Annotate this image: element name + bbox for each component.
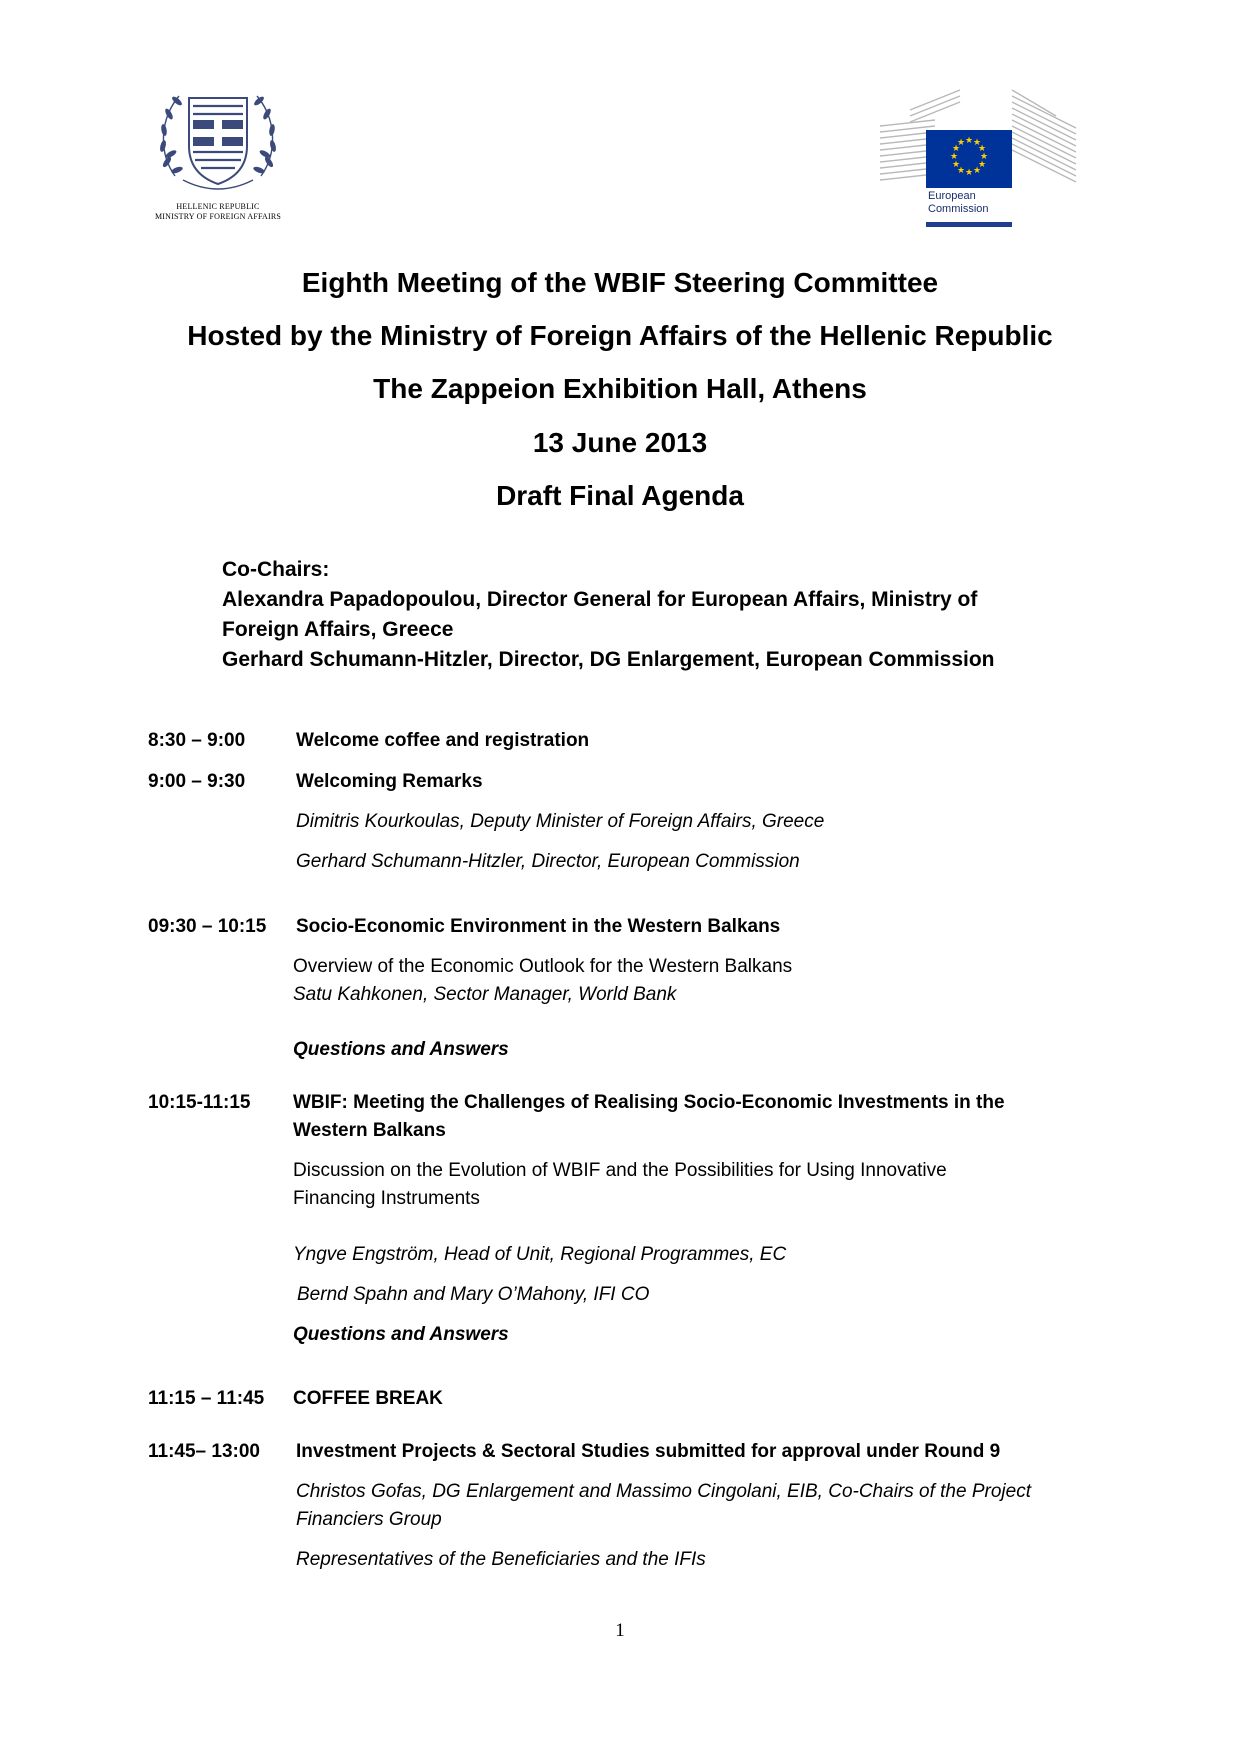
svg-text:★: ★ xyxy=(977,160,987,170)
svg-text:★: ★ xyxy=(951,144,961,154)
page-number: 1 xyxy=(615,1620,625,1641)
svg-text:★: ★ xyxy=(949,152,959,162)
svg-text:★: ★ xyxy=(951,160,961,170)
cochair-1-line1: Alexandra Papadopoulou, Director General for European Affairs, Ministry of xyxy=(222,588,978,611)
session-2-speaker-2: Gerhard Schumann-Hitzler, Director, European Commission xyxy=(296,851,800,872)
ec-underline-bar xyxy=(926,222,1012,227)
session-4-time: 10:15-11:15 xyxy=(148,1092,251,1113)
date-line: 13 June 2013 xyxy=(532,427,708,458)
ec-name-line2: Commission xyxy=(928,203,989,215)
session-4-title-line1: WBIF: Meeting the Challenges of Realising Socio-Economic Investments in the xyxy=(293,1092,1005,1113)
svg-text:★: ★ xyxy=(972,166,982,176)
svg-text:★: ★ xyxy=(956,166,966,176)
ministry-caption-line2: MINISTRY OF FOREIGN AFFAIRS xyxy=(154,212,282,221)
cochair-1-line2: Foreign Affairs, Greece xyxy=(222,618,454,641)
session-2-title: Welcoming Remarks xyxy=(296,771,483,792)
svg-text:★: ★ xyxy=(964,136,974,146)
ec-name-line1: European xyxy=(928,190,976,202)
svg-text:★: ★ xyxy=(979,152,989,162)
svg-text:★: ★ xyxy=(964,168,974,178)
svg-text:★: ★ xyxy=(977,144,987,154)
session-4-speaker-2: Bernd Spahn and Mary O’Mahony, IFI CO xyxy=(297,1284,650,1305)
cochair-2: Gerhard Schumann-Hitzler, Director, DG Enlargement, European Commission xyxy=(222,648,995,671)
ministry-caption-line1: HELLENIC REPUBLIC xyxy=(176,202,260,211)
cochairs-label: Co-Chairs: xyxy=(222,558,330,581)
session-4-title-line2: Western Balkans xyxy=(293,1120,446,1141)
session-3-time: 09:30 – 10:15 xyxy=(148,916,267,937)
berlaymont-building-icon xyxy=(880,86,1080,190)
session-5-time: 11:15 – 11:45 xyxy=(148,1388,265,1409)
svg-text:★: ★ xyxy=(956,138,966,148)
greek-coat-of-arms-icon xyxy=(153,76,283,202)
hellenic-republic-logo xyxy=(148,76,288,236)
session-6-speaker-2: Representatives of the Beneficiaries and the IFIs xyxy=(296,1549,706,1570)
session-4-topic-line2: Financing Instruments xyxy=(293,1188,480,1209)
session-5-title: COFFEE BREAK xyxy=(293,1388,443,1409)
agenda-title: Draft Final Agenda xyxy=(496,480,744,511)
meeting-title: Eighth Meeting of the WBIF Steering Committee xyxy=(301,267,939,298)
session-1-title: Welcome coffee and registration xyxy=(296,730,590,751)
venue-line: The Zappeion Exhibition Hall, Athens xyxy=(373,373,867,404)
session-6-speaker-line2: Financiers Group xyxy=(296,1509,442,1530)
svg-text:★: ★ xyxy=(972,138,982,148)
session-2-speaker-1: Dimitris Kourkoulas, Deputy Minister of Foreign Affairs, Greece xyxy=(296,811,825,832)
session-4-qa: Questions and Answers xyxy=(293,1324,509,1345)
session-3-qa: Questions and Answers xyxy=(293,1039,509,1060)
session-6-title: Investment Projects & Sectoral Studies submitted for approval under Round 9 xyxy=(296,1441,1001,1462)
session-4-topic-line1: Discussion on the Evolution of WBIF and the Possibilities for Using Innovative xyxy=(293,1160,947,1181)
session-6-time: 11:45– 13:00 xyxy=(148,1441,260,1462)
session-3-speaker: Satu Kahkonen, Sector Manager, World Bank xyxy=(293,984,677,1005)
session-4-speaker-1: Yngve Engström, Head of Unit, Regional Programmes, EC xyxy=(293,1244,787,1265)
session-3-title: Socio-Economic Environment in the Western Balkans xyxy=(296,916,781,937)
session-6-speaker-line1: Christos Gofas, DG Enlargement and Massimo Cingolani, EIB, Co-Chairs of the Project xyxy=(296,1481,1031,1502)
host-line: Hosted by the Ministry of Foreign Affairs of the Hellenic Republic xyxy=(187,320,1053,351)
european-commission-logo xyxy=(880,86,1080,236)
session-2-time: 9:00 – 9:30 xyxy=(148,771,246,792)
session-1-time: 8:30 – 9:00 xyxy=(148,730,246,751)
session-3-topic: Overview of the Economic Outlook for the Western Balkans xyxy=(293,956,793,977)
